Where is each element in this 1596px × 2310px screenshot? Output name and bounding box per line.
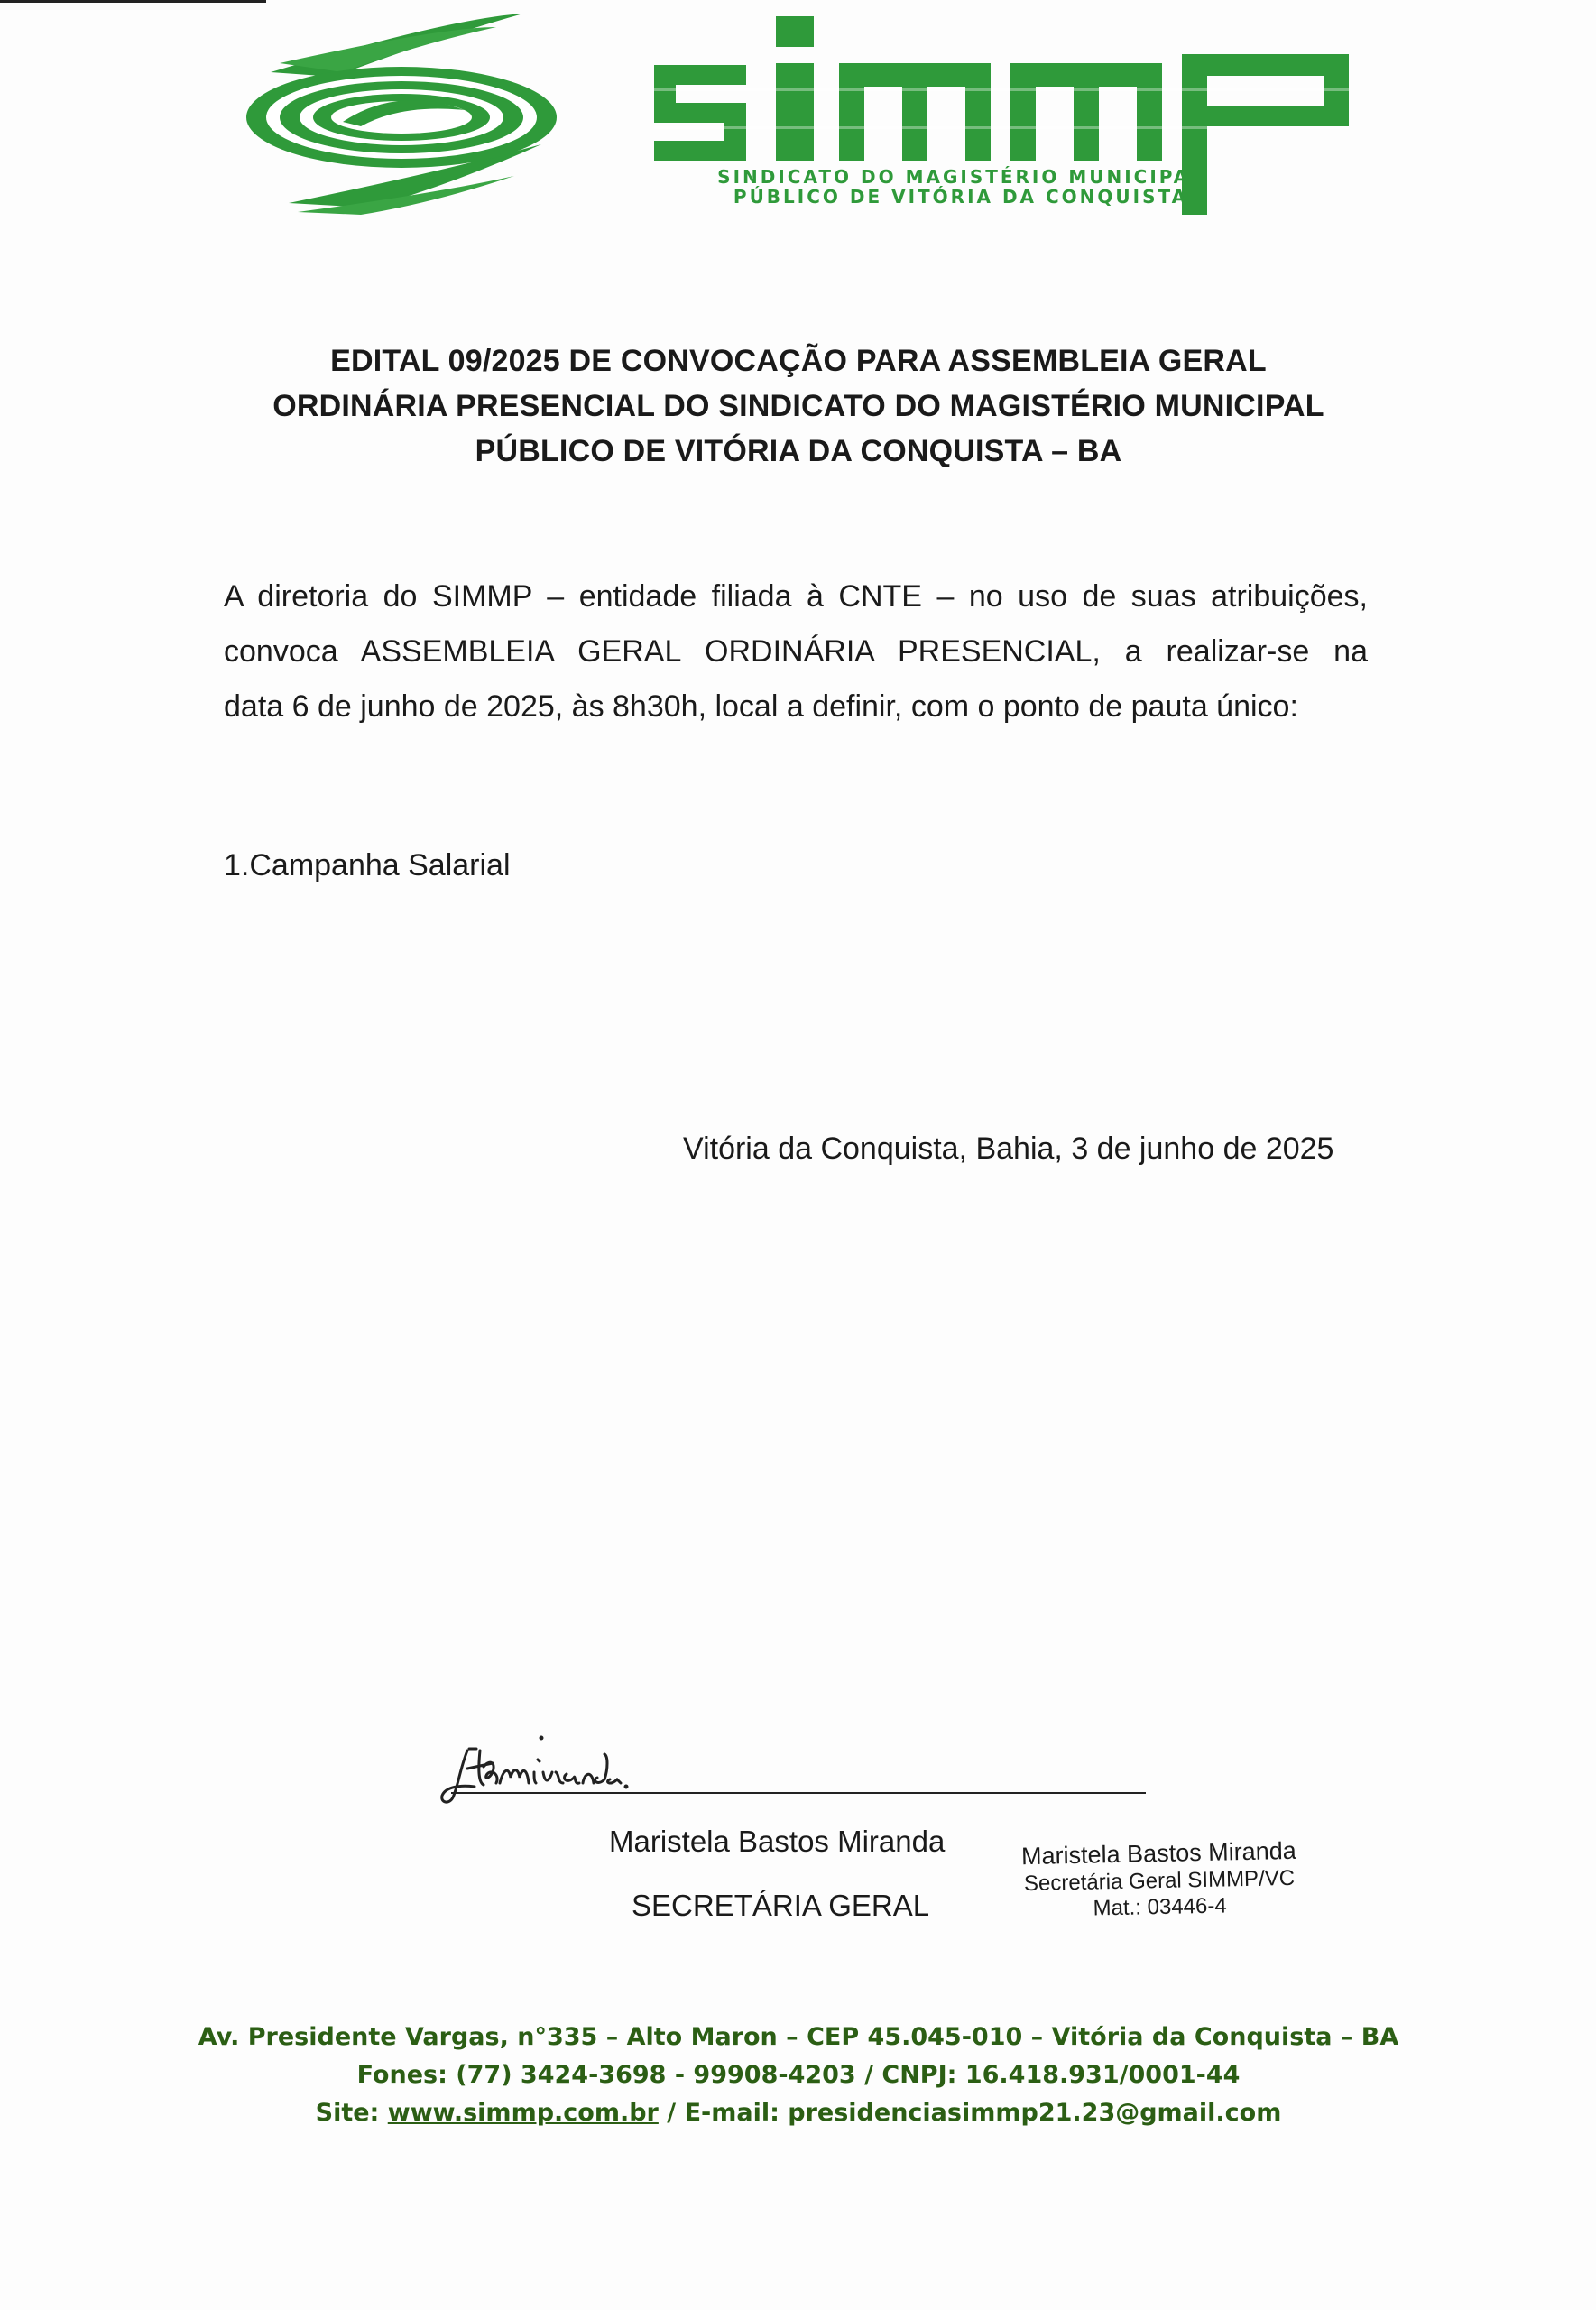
- handwritten-signature: [433, 1732, 794, 1814]
- union-swirl-emblem-icon: [246, 14, 557, 215]
- footer-phones: Fones: (77) 3424-3698 - 99908-4203 / CNPJ: 16.418.931/0001-44: [356, 2061, 1241, 2089]
- footer-contact: [180, 2095, 1416, 2131]
- top-edge-rule: [0, 0, 266, 3]
- footer-site-label: Site:: [315, 2099, 380, 2127]
- signer-role: SECRETÁRIA GERAL: [632, 1889, 930, 1922]
- body-paragraph-line1: A diretoria do SIMMP – entidade filiada à CNTE – no uso de suas atribuições,: [224, 579, 1368, 614]
- footer-site-link[interactable]: www.simmp.com.br: [387, 2099, 659, 2127]
- footer-email-label: E-mail:: [684, 2099, 780, 2127]
- logo-tagline-line1: SINDICATO DO MAGISTÉRIO MUNICIPAL: [717, 166, 1204, 188]
- stamp-name: Maristela Bastos Miranda: [1020, 1836, 1296, 1871]
- signer-name: Maristela Bastos Miranda: [609, 1825, 946, 1858]
- footer-email-link[interactable]: presidenciasimmp21.23@gmail.com: [788, 2099, 1282, 2127]
- body-paragraph-line3: data 6 de junho de 2025, às 8h30h, local a definir, com o ponto de pauta único:: [224, 689, 1298, 724]
- document-title-line3: PÚBLICO DE VITÓRIA DA CONQUISTA – BA: [475, 434, 1122, 468]
- agenda-item: 1.Campanha Salarial: [224, 848, 511, 882]
- stamp-registration: Mat.: 03446-4: [1093, 1893, 1227, 1921]
- document-title-line2: ORDINÁRIA PRESENCIAL DO SINDICATO DO MAGISTÉRIO MUNICIPAL: [272, 389, 1324, 423]
- footer-address: Av. Presidente Vargas, n°335 – Alto Maron – CEP 45.045-010 – Vitória da Conquista – BA: [198, 2023, 1399, 2051]
- footer-separator: /: [667, 2099, 677, 2127]
- signature-line: [451, 1792, 1146, 1794]
- body-paragraph-line2: convoca ASSEMBLEIA GERAL ORDINÁRIA PRESENCIAL, a realizar-se na: [224, 634, 1368, 669]
- logo-tagline-line2: PÚBLICO DE VITÓRIA DA CONQUISTA: [733, 186, 1189, 208]
- signature-stamp: [1010, 1835, 1309, 1925]
- stamp-role: Secretária Geral SIMMP/VC: [1023, 1865, 1296, 1897]
- document-title-line1: EDITAL 09/2025 DE CONVOCAÇÃO PARA ASSEMBLEIA GERAL: [330, 344, 1267, 378]
- place-and-date: Vitória da Conquista, Bahia, 3 de junho de 2025: [683, 1132, 1334, 1166]
